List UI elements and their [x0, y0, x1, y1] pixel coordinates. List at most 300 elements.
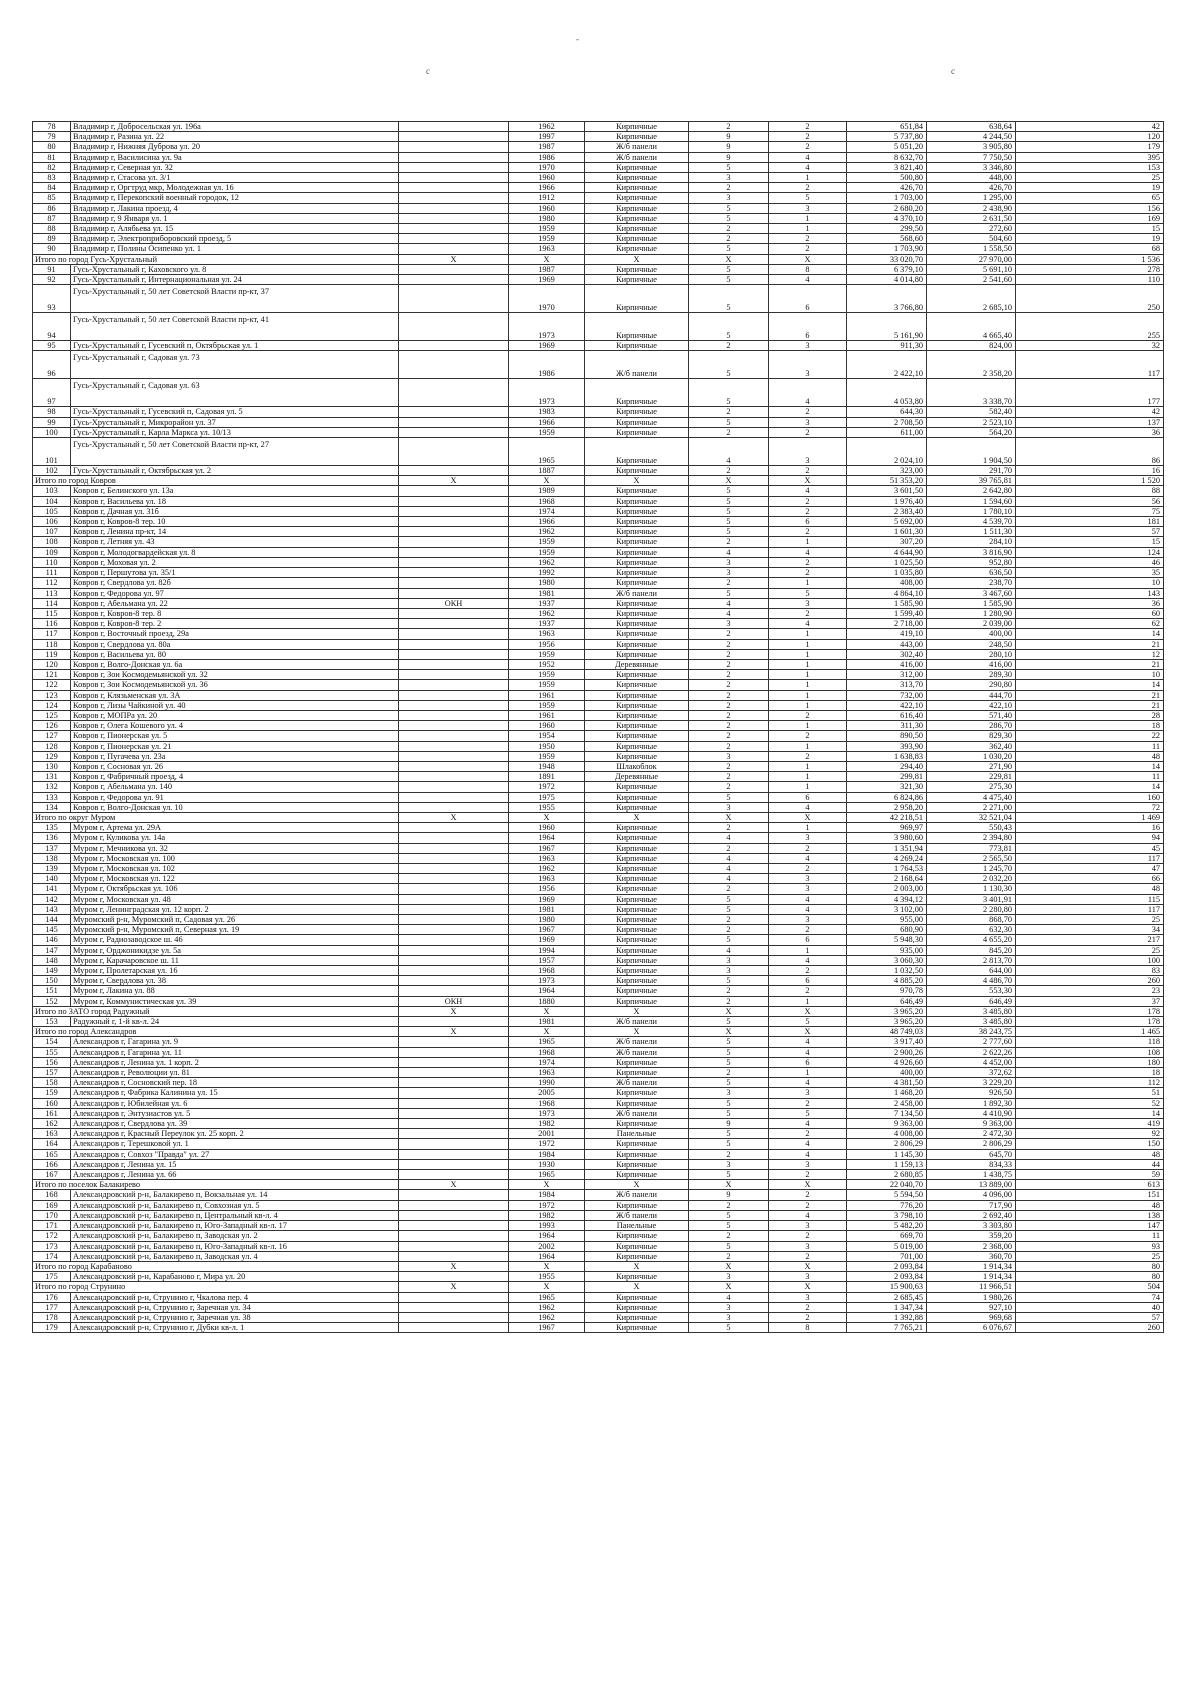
table-row	[33, 639, 1164, 649]
total-area-cell: 7 765,21	[847, 1323, 927, 1333]
total-area-cell: 890,50	[847, 731, 927, 741]
year-built-cell: 1962	[509, 1302, 585, 1312]
year-built-cell: 1965	[509, 1037, 585, 1047]
entrances-cell: 2	[769, 122, 847, 132]
address-cell: Александров г, Фабрика Калинина ул. 15	[71, 1088, 399, 1098]
year-built-cell: 1969	[509, 894, 585, 904]
residents-cell: 45	[1016, 843, 1164, 853]
entrances-cell: 5	[769, 1017, 847, 1027]
wall-material-cell: Ж/б панели	[585, 1078, 689, 1088]
address-cell: Муром г, Карачаровское ш. 11	[71, 955, 399, 965]
living-area-cell: 1 904,50	[927, 438, 1016, 466]
address-cell: Гусь-Хрустальный г, 50 лет Советской Власти пр-кт, 41	[71, 313, 399, 341]
entrances-cell: 3	[769, 341, 847, 351]
living-area-cell: 4 452,00	[927, 1057, 1016, 1067]
address-cell: Гусь-Хрустальный г, Гусевский п, Октябрьская ул. 1	[71, 341, 399, 351]
row-number-cell: 155	[33, 1047, 71, 1057]
year-built-cell: 1964	[509, 986, 585, 996]
row-number-cell: 108	[33, 537, 71, 547]
total-area-cell: 1 392,88	[847, 1312, 927, 1322]
floors-cell: 2	[689, 996, 769, 1006]
living-area-cell: 1 280,90	[927, 608, 1016, 618]
address-cell: Александров г, Революции ул. 81	[71, 1068, 399, 1078]
total-area-cell: 1 703,00	[847, 193, 927, 203]
residents-cell: 83	[1016, 966, 1164, 976]
address-cell: Владимир г, Северная ул. 32	[71, 162, 399, 172]
entrances-cell: 1	[769, 700, 847, 710]
wall-material-cell: Кирпичные	[585, 986, 689, 996]
living-area-cell: 1 780,10	[927, 506, 1016, 516]
total-area-cell: 5 594,50	[847, 1190, 927, 1200]
heritage-mark-cell: X	[399, 812, 509, 822]
table-row	[33, 1221, 1164, 1231]
residents-cell: 36	[1016, 427, 1164, 437]
floors-cell: 5	[689, 904, 769, 914]
table-row	[33, 438, 1164, 466]
total-area-cell: 2 093,84	[847, 1261, 927, 1271]
residents-cell: 92	[1016, 1129, 1164, 1139]
row-number-cell: 136	[33, 833, 71, 843]
heritage-mark-cell	[399, 966, 509, 976]
year-built-cell: 1964	[509, 833, 585, 843]
entrances-cell: 2	[769, 1170, 847, 1180]
wall-material-cell: Кирпичные	[585, 1251, 689, 1261]
year-built-cell: X	[509, 1180, 585, 1190]
address-cell: Гусь-Хрустальный г, 50 лет Советской Власти пр-кт, 27	[71, 438, 399, 466]
floors-cell: 5	[689, 162, 769, 172]
table-row	[33, 619, 1164, 629]
address-cell: Александровский р-н, Балакирево п, Заводская ул. 2	[71, 1231, 399, 1241]
total-area-cell: 4 269,24	[847, 853, 927, 863]
floors-cell: 3	[689, 1302, 769, 1312]
living-area-cell: 13 889,00	[927, 1180, 1016, 1190]
wall-material-cell: Кирпичные	[585, 132, 689, 142]
year-built-cell: 1965	[509, 1170, 585, 1180]
address-cell: Ковров г, Волго-Донская ул. 6а	[71, 659, 399, 669]
entrances-cell: 1	[769, 213, 847, 223]
year-built-cell: 1963	[509, 629, 585, 639]
floors-cell: 2	[689, 427, 769, 437]
heritage-mark-cell	[399, 193, 509, 203]
row-number-cell: 118	[33, 639, 71, 649]
floors-cell: 5	[689, 1170, 769, 1180]
row-number-cell: 110	[33, 557, 71, 567]
heritage-mark-cell	[399, 608, 509, 618]
entrances-cell: 2	[769, 843, 847, 853]
total-area-cell: 4 885,20	[847, 976, 927, 986]
living-area-cell: 1 295,00	[927, 193, 1016, 203]
row-number-cell: 112	[33, 578, 71, 588]
total-area-cell: 911,30	[847, 341, 927, 351]
heritage-mark-cell	[399, 183, 509, 193]
wall-material-cell: Ж/б панели	[585, 142, 689, 152]
row-number-cell: 122	[33, 680, 71, 690]
residents-cell: 1 465	[1016, 1027, 1164, 1037]
year-built-cell: 1912	[509, 193, 585, 203]
year-built-cell: 1955	[509, 1272, 585, 1282]
floors-cell: 2	[689, 659, 769, 669]
year-built-cell: 1980	[509, 213, 585, 223]
row-number-cell: 142	[33, 894, 71, 904]
year-built-cell: 1968	[509, 966, 585, 976]
floors-cell: 5	[689, 285, 769, 313]
wall-material-cell: Кирпичные	[585, 466, 689, 476]
table-row	[33, 1170, 1164, 1180]
total-area-cell: 3 965,20	[847, 1017, 927, 1027]
address-cell: Гусь-Хрустальный г, Садовая ул. 73	[71, 351, 399, 379]
floors-cell: 2	[689, 122, 769, 132]
wall-material-cell: Шлакоблок	[585, 761, 689, 771]
row-number-cell: 139	[33, 863, 71, 873]
year-built-cell: 1966	[509, 183, 585, 193]
entrances-cell: 2	[769, 1200, 847, 1210]
year-built-cell: 1960	[509, 823, 585, 833]
heritage-mark-cell	[399, 1231, 509, 1241]
row-number-cell: 128	[33, 741, 71, 751]
address-cell: Александровский р-н, Балакирево п, Заводская ул. 4	[71, 1251, 399, 1261]
floors-cell: 5	[689, 1078, 769, 1088]
wall-material-cell: Кирпичные	[585, 649, 689, 659]
table-row	[33, 527, 1164, 537]
entrances-cell: 6	[769, 935, 847, 945]
row-number-cell: 144	[33, 915, 71, 925]
floors-cell: 3	[689, 1312, 769, 1322]
residents-cell: 48	[1016, 1200, 1164, 1210]
entrances-cell: 6	[769, 1057, 847, 1067]
floors-cell: 2	[689, 721, 769, 731]
heritage-mark-cell	[399, 802, 509, 812]
address-cell: Александров г, Ленина ул. 66	[71, 1170, 399, 1180]
wall-material-cell: Кирпичные	[585, 792, 689, 802]
entrances-cell: 2	[769, 710, 847, 720]
residents-cell: 48	[1016, 884, 1164, 894]
wall-material-cell: Деревянные	[585, 659, 689, 669]
total-area-cell: 1 145,30	[847, 1149, 927, 1159]
total-area-cell: 4 381,50	[847, 1078, 927, 1088]
floors-cell: 4	[689, 945, 769, 955]
row-number-cell: 154	[33, 1037, 71, 1047]
row-number-cell: 161	[33, 1108, 71, 1118]
entrances-cell: 1	[769, 629, 847, 639]
residents-cell: 14	[1016, 1108, 1164, 1118]
floors-cell: 2	[689, 224, 769, 234]
entrances-cell: 1	[769, 741, 847, 751]
living-area-cell: 1 558,50	[927, 244, 1016, 254]
residents-cell: 1 520	[1016, 476, 1164, 486]
total-area-cell: 22 040,70	[847, 1180, 927, 1190]
heritage-mark-cell	[399, 731, 509, 741]
year-built-cell: 1937	[509, 619, 585, 629]
year-built-cell: 1987	[509, 142, 585, 152]
heritage-mark-cell	[399, 639, 509, 649]
year-built-cell: 1963	[509, 244, 585, 254]
row-number-cell: 169	[33, 1200, 71, 1210]
wall-material-cell: Кирпичные	[585, 925, 689, 935]
floors-cell: 2	[689, 341, 769, 351]
address-cell: Александров г, Ленина ул. 1 корп. 2	[71, 1057, 399, 1067]
entrances-cell: 1	[769, 670, 847, 680]
table-row	[33, 1057, 1164, 1067]
floors-cell: 5	[689, 486, 769, 496]
living-area-cell: 27 970,00	[927, 254, 1016, 264]
year-built-cell: 1973	[509, 379, 585, 407]
living-area-cell: 1 585,90	[927, 598, 1016, 608]
floors-cell: 5	[689, 203, 769, 213]
heritage-mark-cell	[399, 173, 509, 183]
heritage-mark-cell	[399, 132, 509, 142]
row-number-cell: 94	[33, 313, 71, 341]
address-cell: Гусь-Хрустальный г, Гусевский п, Садовая ул. 5	[71, 407, 399, 417]
year-built-cell: 1974	[509, 1057, 585, 1067]
living-area-cell: 1 914,34	[927, 1261, 1016, 1271]
entrances-cell: 1	[769, 721, 847, 731]
total-area-cell: 51 353,20	[847, 476, 927, 486]
total-area-cell: 5 482,20	[847, 1221, 927, 1231]
table-row	[33, 690, 1164, 700]
year-built-cell: 1957	[509, 955, 585, 965]
floors-cell: 5	[689, 1323, 769, 1333]
address-cell: Гусь-Хрустальный г, Каховского ул. 8	[71, 264, 399, 274]
table-row	[33, 955, 1164, 965]
heritage-mark-cell	[399, 904, 509, 914]
entrances-cell: 3	[769, 1221, 847, 1231]
table-row	[33, 122, 1164, 132]
wall-material-cell: Кирпичные	[585, 1323, 689, 1333]
wall-material-cell: Кирпичные	[585, 313, 689, 341]
year-built-cell: 1972	[509, 782, 585, 792]
residents-cell: 100	[1016, 955, 1164, 965]
residents-cell: 80	[1016, 1272, 1164, 1282]
floors-cell: 4	[689, 874, 769, 884]
living-area-cell: 3 401,91	[927, 894, 1016, 904]
year-built-cell: 1880	[509, 996, 585, 1006]
entrances-cell: 3	[769, 1272, 847, 1282]
total-area-cell: 42 218,51	[847, 812, 927, 822]
living-area-cell: 2 777,60	[927, 1037, 1016, 1047]
row-number-cell: 132	[33, 782, 71, 792]
living-area-cell: 286,70	[927, 721, 1016, 731]
heritage-mark-cell	[399, 438, 509, 466]
year-built-cell: 1981	[509, 904, 585, 914]
residents-cell: 147	[1016, 1221, 1164, 1231]
living-area-cell: 1 892,30	[927, 1098, 1016, 1108]
entrances-cell: X	[769, 1261, 847, 1271]
table-row	[33, 203, 1164, 213]
floors-cell: 5	[689, 792, 769, 802]
residents-cell: 11	[1016, 772, 1164, 782]
row-number-cell: 86	[33, 203, 71, 213]
living-area-cell: 773,81	[927, 843, 1016, 853]
table-row	[33, 986, 1164, 996]
total-area-cell: 3 798,10	[847, 1210, 927, 1220]
total-area-cell: 3 102,00	[847, 904, 927, 914]
year-built-cell: 1963	[509, 853, 585, 863]
table-row	[33, 884, 1164, 894]
address-cell: Александров г, Гагарина ул. 9	[71, 1037, 399, 1047]
residents-cell: 10	[1016, 578, 1164, 588]
heritage-mark-cell	[399, 1139, 509, 1149]
housing-register-table	[32, 121, 1164, 1333]
floors-cell: 2	[689, 234, 769, 244]
residents-cell: 181	[1016, 517, 1164, 527]
residents-cell: 156	[1016, 203, 1164, 213]
floors-cell: 4	[689, 608, 769, 618]
row-number-cell: 117	[33, 629, 71, 639]
address-cell: Александровский р-н, Струнино г, Заречная ул. 38	[71, 1312, 399, 1322]
residents-cell: 178	[1016, 1006, 1164, 1016]
floors-cell: 5	[689, 1047, 769, 1057]
entrances-cell: 1	[769, 690, 847, 700]
floors-cell: 2	[689, 578, 769, 588]
row-number-cell: 102	[33, 466, 71, 476]
residents-cell: 80	[1016, 1261, 1164, 1271]
address-cell: Гусь-Хрустальный г, Карла Маркса ул. 10/13	[71, 427, 399, 437]
heritage-mark-cell	[399, 1037, 509, 1047]
year-built-cell: 2002	[509, 1241, 585, 1251]
row-number-cell: 100	[33, 427, 71, 437]
living-area-cell: 644,00	[927, 966, 1016, 976]
heritage-mark-cell	[399, 122, 509, 132]
address-cell: Ковров г, Фабричный проезд, 4	[71, 772, 399, 782]
address-cell: Ковров г, Федорова ул. 91	[71, 792, 399, 802]
residents-cell: 28	[1016, 710, 1164, 720]
heritage-mark-cell	[399, 244, 509, 254]
table-row	[33, 537, 1164, 547]
wall-material-cell: Кирпичные	[585, 122, 689, 132]
living-area-cell: 1 594,60	[927, 496, 1016, 506]
address-cell: Ковров г, Дачная ул. 31б	[71, 506, 399, 516]
wall-material-cell: Кирпичные	[585, 1170, 689, 1180]
entrances-cell: 2	[769, 142, 847, 152]
wall-material-cell: Ж/б панели	[585, 1108, 689, 1118]
year-built-cell: 1969	[509, 935, 585, 945]
wall-material-cell: Кирпичные	[585, 224, 689, 234]
entrances-cell: 3	[769, 417, 847, 427]
row-number-cell: 133	[33, 792, 71, 802]
table-row	[33, 670, 1164, 680]
year-built-cell: 1937	[509, 598, 585, 608]
table-row	[33, 843, 1164, 853]
residents-cell: 150	[1016, 1139, 1164, 1149]
wall-material-cell: Кирпичные	[585, 1200, 689, 1210]
residents-cell: 72	[1016, 802, 1164, 812]
total-area-cell: 312,00	[847, 670, 927, 680]
floors-cell: 2	[689, 925, 769, 935]
living-area-cell: 3 485,80	[927, 1017, 1016, 1027]
floors-cell: 4	[689, 547, 769, 557]
total-area-cell: 4 053,80	[847, 379, 927, 407]
living-area-cell: 969,68	[927, 1312, 1016, 1322]
total-area-cell: 8 632,70	[847, 152, 927, 162]
row-number-cell: 121	[33, 670, 71, 680]
heritage-mark-cell: X	[399, 1282, 509, 1292]
residents-cell: 35	[1016, 568, 1164, 578]
address-cell: Гусь-Хрустальный г, Интернациональная ул. 24	[71, 275, 399, 285]
living-area-cell: 582,40	[927, 407, 1016, 417]
year-built-cell: 1984	[509, 1190, 585, 1200]
entrances-cell: 4	[769, 904, 847, 914]
total-area-cell: 302,40	[847, 649, 927, 659]
living-area-cell: 4 539,70	[927, 517, 1016, 527]
floors-cell: 5	[689, 351, 769, 379]
total-area-cell: 5 051,20	[847, 142, 927, 152]
residents-cell: 14	[1016, 680, 1164, 690]
living-area-cell: 2 622,26	[927, 1047, 1016, 1057]
year-built-cell: 1968	[509, 1098, 585, 1108]
total-area-cell: 321,30	[847, 782, 927, 792]
residents-cell: 23	[1016, 986, 1164, 996]
year-built-cell: 1959	[509, 234, 585, 244]
table-row	[33, 486, 1164, 496]
living-area-cell: 4 665,40	[927, 313, 1016, 341]
heritage-mark-cell	[399, 843, 509, 853]
heritage-mark-cell	[399, 547, 509, 557]
heritage-mark-cell	[399, 925, 509, 935]
entrances-cell: 4	[769, 152, 847, 162]
heritage-mark-cell	[399, 517, 509, 527]
living-area-cell: 5 691,10	[927, 264, 1016, 274]
living-area-cell: 422,10	[927, 700, 1016, 710]
scan-speck: c	[951, 66, 955, 76]
year-built-cell: 1950	[509, 741, 585, 751]
living-area-cell: 553,30	[927, 986, 1016, 996]
wall-material-cell: Кирпичные	[585, 496, 689, 506]
wall-material-cell: Кирпичные	[585, 1088, 689, 1098]
table-row	[33, 588, 1164, 598]
residents-cell: 117	[1016, 351, 1164, 379]
row-number-cell: 178	[33, 1312, 71, 1322]
table-row	[33, 1129, 1164, 1139]
residents-cell: 178	[1016, 1017, 1164, 1027]
total-area-cell: 3 821,40	[847, 162, 927, 172]
address-cell: Александровский р-н, Балакирево п, Юго-Западный кв-л. 17	[71, 1221, 399, 1231]
floors-cell: 2	[689, 1200, 769, 1210]
entrances-cell: 2	[769, 407, 847, 417]
year-built-cell: 1955	[509, 802, 585, 812]
floors-cell: 5	[689, 213, 769, 223]
row-number-cell: 141	[33, 884, 71, 894]
heritage-mark-cell	[399, 619, 509, 629]
row-number-cell: 126	[33, 721, 71, 731]
residents-cell: 65	[1016, 193, 1164, 203]
residents-cell: 44	[1016, 1159, 1164, 1169]
year-built-cell: 1961	[509, 710, 585, 720]
total-area-cell: 1 032,50	[847, 966, 927, 976]
wall-material-cell: Ж/б панели	[585, 1017, 689, 1027]
table-row	[33, 1272, 1164, 1282]
year-built-cell: 1982	[509, 1210, 585, 1220]
residents-cell: 613	[1016, 1180, 1164, 1190]
heritage-mark-cell	[399, 264, 509, 274]
floors-cell: 3	[689, 193, 769, 203]
total-area-cell: 611,00	[847, 427, 927, 437]
living-area-cell: 4 244,50	[927, 132, 1016, 142]
entrances-cell: 4	[769, 1037, 847, 1047]
entrances-cell: 1	[769, 578, 847, 588]
table-row	[33, 1017, 1164, 1027]
total-area-cell: 3 980,60	[847, 833, 927, 843]
wall-material-cell: Кирпичные	[585, 915, 689, 925]
subtotal-row	[33, 1006, 1164, 1016]
residents-cell: 117	[1016, 904, 1164, 914]
entrances-cell: 2	[769, 966, 847, 976]
wall-material-cell: Кирпичные	[585, 213, 689, 223]
residents-cell: 56	[1016, 496, 1164, 506]
heritage-mark-cell	[399, 1170, 509, 1180]
entrances-cell: 2	[769, 557, 847, 567]
total-area-cell: 646,49	[847, 996, 927, 1006]
year-built-cell: 1974	[509, 506, 585, 516]
